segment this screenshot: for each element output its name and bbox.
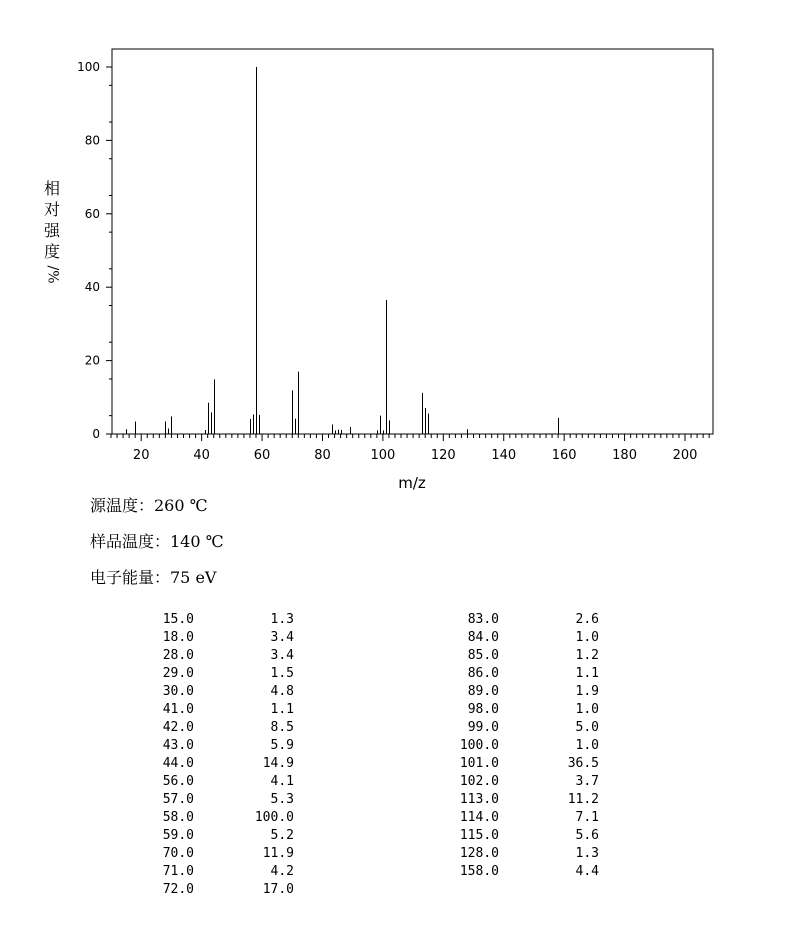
mz-value: 128.0 xyxy=(459,846,499,861)
x-tick-label: 180 xyxy=(612,448,637,463)
abundance-value: 5.0 xyxy=(575,720,599,735)
table-row xyxy=(100,791,294,809)
y-axis-label-char: 相 xyxy=(43,179,60,198)
table-row xyxy=(405,827,599,845)
peak-table-left xyxy=(100,611,294,899)
mz-value: 89.0 xyxy=(467,684,499,699)
abundance-value: 2.6 xyxy=(575,612,599,627)
mz-value: 102.0 xyxy=(459,774,499,789)
x-tick-label: 20 xyxy=(132,448,150,463)
abundance-value: 4.1 xyxy=(270,774,294,789)
sample-temperature: 样品温度：140 ℃ xyxy=(90,532,224,551)
abundance-value: 11.9 xyxy=(262,846,294,861)
table-row xyxy=(405,701,599,719)
mz-value: 71.0 xyxy=(162,864,194,879)
abundance-value: 5.6 xyxy=(575,828,599,843)
abundance-value: 3.4 xyxy=(270,630,294,645)
mz-value: 72.0 xyxy=(162,882,194,897)
table-row xyxy=(405,647,599,665)
abundance-value: 1.5 xyxy=(270,666,294,681)
abundance-value: 4.4 xyxy=(575,864,599,879)
table-row xyxy=(100,755,294,773)
table-row xyxy=(100,647,294,665)
y-axis-label-char: 对 xyxy=(43,200,60,219)
abundance-value: 4.2 xyxy=(270,864,294,879)
mz-value: 98.0 xyxy=(467,702,499,717)
x-tick-label: 140 xyxy=(491,448,517,463)
x-tick-label: 40 xyxy=(193,448,210,463)
y-tick-label: 80 xyxy=(84,133,100,148)
table-row xyxy=(405,629,599,647)
mz-value: 29.0 xyxy=(162,666,194,681)
mz-value: 56.0 xyxy=(162,774,194,789)
electron-energy: 电子能量：75 eV xyxy=(90,568,217,587)
y-tick-label: 20 xyxy=(84,353,100,368)
mz-value: 83.0 xyxy=(467,612,499,627)
abundance-value: 4.8 xyxy=(270,684,294,699)
abundance-value: 11.2 xyxy=(567,792,599,807)
mz-value: 57.0 xyxy=(162,792,194,807)
mz-value: 44.0 xyxy=(162,756,194,771)
table-row xyxy=(405,719,599,737)
table-row xyxy=(100,611,294,629)
mz-value: 70.0 xyxy=(162,846,194,861)
abundance-value: 3.7 xyxy=(575,774,599,789)
table-row xyxy=(405,611,599,629)
y-axis-label-chars xyxy=(42,178,62,285)
table-row xyxy=(405,863,599,881)
abundance-value: 5.2 xyxy=(270,828,294,843)
mz-value: 99.0 xyxy=(467,720,499,735)
abundance-value: 17.0 xyxy=(262,882,294,897)
x-tick-label: 160 xyxy=(551,448,577,463)
abundance-value: 1.3 xyxy=(270,612,294,627)
abundance-value: 1.0 xyxy=(575,630,599,645)
mz-value: 59.0 xyxy=(162,828,194,843)
abundance-value: 5.9 xyxy=(270,738,294,753)
table-row xyxy=(405,737,599,755)
table-row xyxy=(100,665,294,683)
table-row xyxy=(100,881,294,899)
mz-value: 114.0 xyxy=(459,810,499,825)
mz-value: 43.0 xyxy=(162,738,194,753)
abundance-value: 36.5 xyxy=(567,756,599,771)
y-axis-label-char: 强 xyxy=(43,221,60,240)
y-axis-label xyxy=(42,178,62,285)
mz-value: 30.0 xyxy=(162,684,194,699)
table-row xyxy=(100,719,294,737)
abundance-value: 1.2 xyxy=(575,648,599,663)
mz-value: 41.0 xyxy=(162,702,194,717)
abundance-value: 100.0 xyxy=(254,810,294,825)
mz-value: 58.0 xyxy=(162,810,194,825)
mz-value: 101.0 xyxy=(459,756,499,771)
table-row xyxy=(405,845,599,863)
abundance-value: 7.1 xyxy=(575,810,599,825)
table-row xyxy=(405,791,599,809)
mz-value: 85.0 xyxy=(467,648,499,663)
mz-value: 42.0 xyxy=(162,720,194,735)
table-row xyxy=(100,737,294,755)
y-tick-label: 100 xyxy=(77,60,100,74)
table-row xyxy=(100,629,294,647)
mz-value: 84.0 xyxy=(467,630,499,645)
table-row xyxy=(100,845,294,863)
table-row xyxy=(405,683,599,701)
abundance-value: 1.0 xyxy=(575,738,599,753)
table-row xyxy=(405,773,599,791)
abundance-value: 1.1 xyxy=(575,666,599,681)
abundance-value: 8.5 xyxy=(270,720,294,735)
x-axis-label: m/z xyxy=(398,474,426,492)
table-row xyxy=(100,863,294,881)
source-temperature: 源温度：260 ℃ xyxy=(90,496,208,515)
abundance-value: 1.9 xyxy=(575,684,599,699)
abundance-value: 5.3 xyxy=(270,792,294,807)
table-row xyxy=(405,755,599,773)
y-tick-label: 60 xyxy=(84,206,100,221)
mz-value: 28.0 xyxy=(162,648,194,663)
table-row xyxy=(100,809,294,827)
table-row xyxy=(100,773,294,791)
mz-value: 115.0 xyxy=(459,828,499,843)
abundance-value: 3.4 xyxy=(270,648,294,663)
x-tick-label: 100 xyxy=(370,448,396,463)
mz-value: 158.0 xyxy=(459,864,499,879)
y-axis-label-char: 度 xyxy=(43,242,60,261)
mz-value: 100.0 xyxy=(459,738,499,753)
x-tick-label: 120 xyxy=(430,448,456,463)
mz-value: 18.0 xyxy=(162,630,194,645)
y-axis-label-unit: /% xyxy=(44,265,61,284)
table-row xyxy=(100,701,294,719)
abundance-value: 1.1 xyxy=(270,702,294,717)
abundance-value: 1.0 xyxy=(575,702,599,717)
x-tick-label: 200 xyxy=(672,448,698,463)
x-tick-label: 60 xyxy=(253,448,271,463)
mz-value: 113.0 xyxy=(459,792,499,807)
y-tick-label: 40 xyxy=(84,280,100,295)
plot-frame xyxy=(112,49,713,434)
table-row xyxy=(405,665,599,683)
table-row xyxy=(405,809,599,827)
table-row xyxy=(100,827,294,845)
abundance-value: 1.3 xyxy=(575,846,599,861)
mz-value: 86.0 xyxy=(467,666,499,681)
y-tick-label: 0 xyxy=(92,427,100,441)
table-row xyxy=(100,683,294,701)
mz-value: 15.0 xyxy=(162,612,194,627)
peak-table-right xyxy=(405,611,599,881)
abundance-value: 14.9 xyxy=(262,756,294,771)
x-tick-label: 80 xyxy=(314,448,331,463)
